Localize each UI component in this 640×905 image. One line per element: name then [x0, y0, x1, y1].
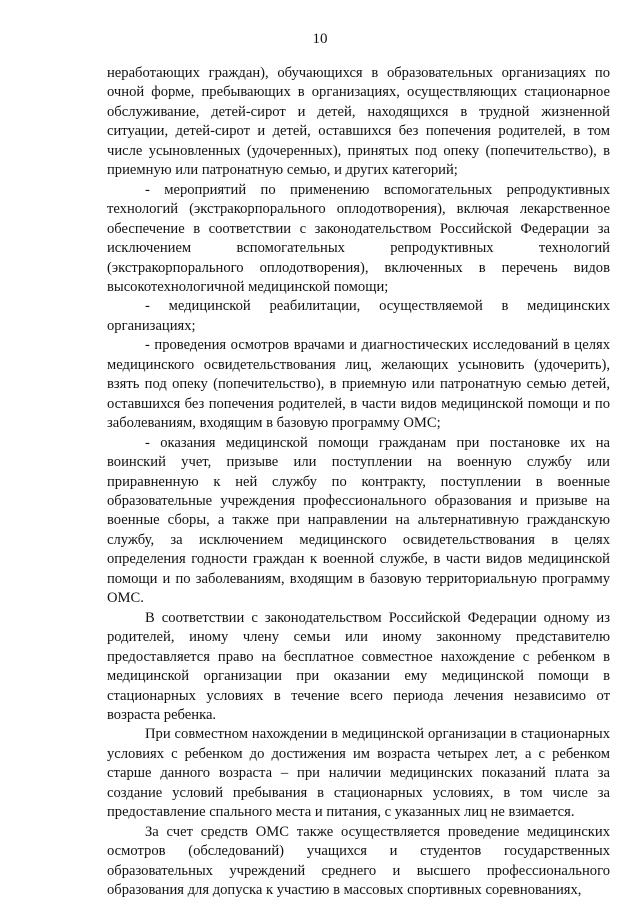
paragraph-medical-rehabilitation: - медицинской реабилитации, осуществляемой в медицинских организациях; — [107, 298, 610, 334]
page-number: 10 — [312, 31, 328, 47]
paragraph-military-registration: - оказания медицинской помощи гражданам при постановке их на воинский учет, призыве или поступлении на военную службу или приравненную к ней службу по контракту, поступлении в военные образовательные учреждения профессионального образования и призыве на военные сборы, а также при направлении на альтернативную гражданскую службу, за исключением медицинского освидетельствования в целях определения годности граждан к военной службе, в части видов медицинской помощи и по заболеваниям, входящим в базовую территориальную программу ОМС. — [107, 434, 610, 607]
paragraph-student-examinations: За счет средств ОМС также осуществляется проведение медицинских осмотров (обследований) учащихся и студентов государственных образовательных учреждений среднего и высшего профессионального образования для допуска к участию в массовых спортивных соревнованиях, — [107, 823, 610, 899]
document-body — [107, 64, 610, 900]
paragraph-joint-stay-fee: При совместном нахождении в медицинской организации в стационарных условиях с ребенком до достижения им возраста четырех лет, а с ребенком старше данного возраста – при наличии медицинских показаний плата за создание условий пребывания в стационарных условиях, в том числе за предоставление спального места и питания, с указанных лиц не взимается. — [107, 726, 610, 821]
paragraph-parent-stay-right: В соответствии с законодательством Российской Федерации одному из родителей, иному члену семьи или иному законному представителю предоставляется право на бесплатное совместное нахождение с ребенком в медицинской организации при оказании ему медицинской помощи в стационарных условиях в течение всего периода лечения независимо от возраста ребенка. — [107, 609, 610, 723]
paragraph-adoption-examinations: - проведения осмотров врачами и диагностических исследований в целях медицинского освидетельствования лиц, желающих усыновить (удочерить), взять под опеку (попечительство), в приемную или патронатную семью детей, оставшихся без попечения родителей, в части видов медицинской помощи и по заболеваниям, входящим в базовую программу ОМС; — [107, 337, 610, 432]
paragraph-continued-categories: неработающих граждан), обучающихся в образовательных организациях по очной форме, пребывающих в организациях, осуществляющих стационарное обслуживание, детей-сирот и детей, находящихся в трудной жизненной ситуации, детей-сирот и детей, оставшихся без попечения родителей, в том числе усыновленных (удочеренных), принятых под опеку (попечительство), в приемную или патронатную семью, и других категорий; — [107, 65, 610, 179]
paragraph-reproductive-technologies: - мероприятий по применению вспомогательных репродуктивных технологий (экстракорпорального оплодотворения), включая лекарственное обеспечение в соответствии с законодательством Российской Федерации за исключением вспомогательных репродуктивных технологий (экстракорпорального оплодотворения), включенных в перечень видов высокотехнологичной медицинской помощи; — [107, 181, 610, 295]
